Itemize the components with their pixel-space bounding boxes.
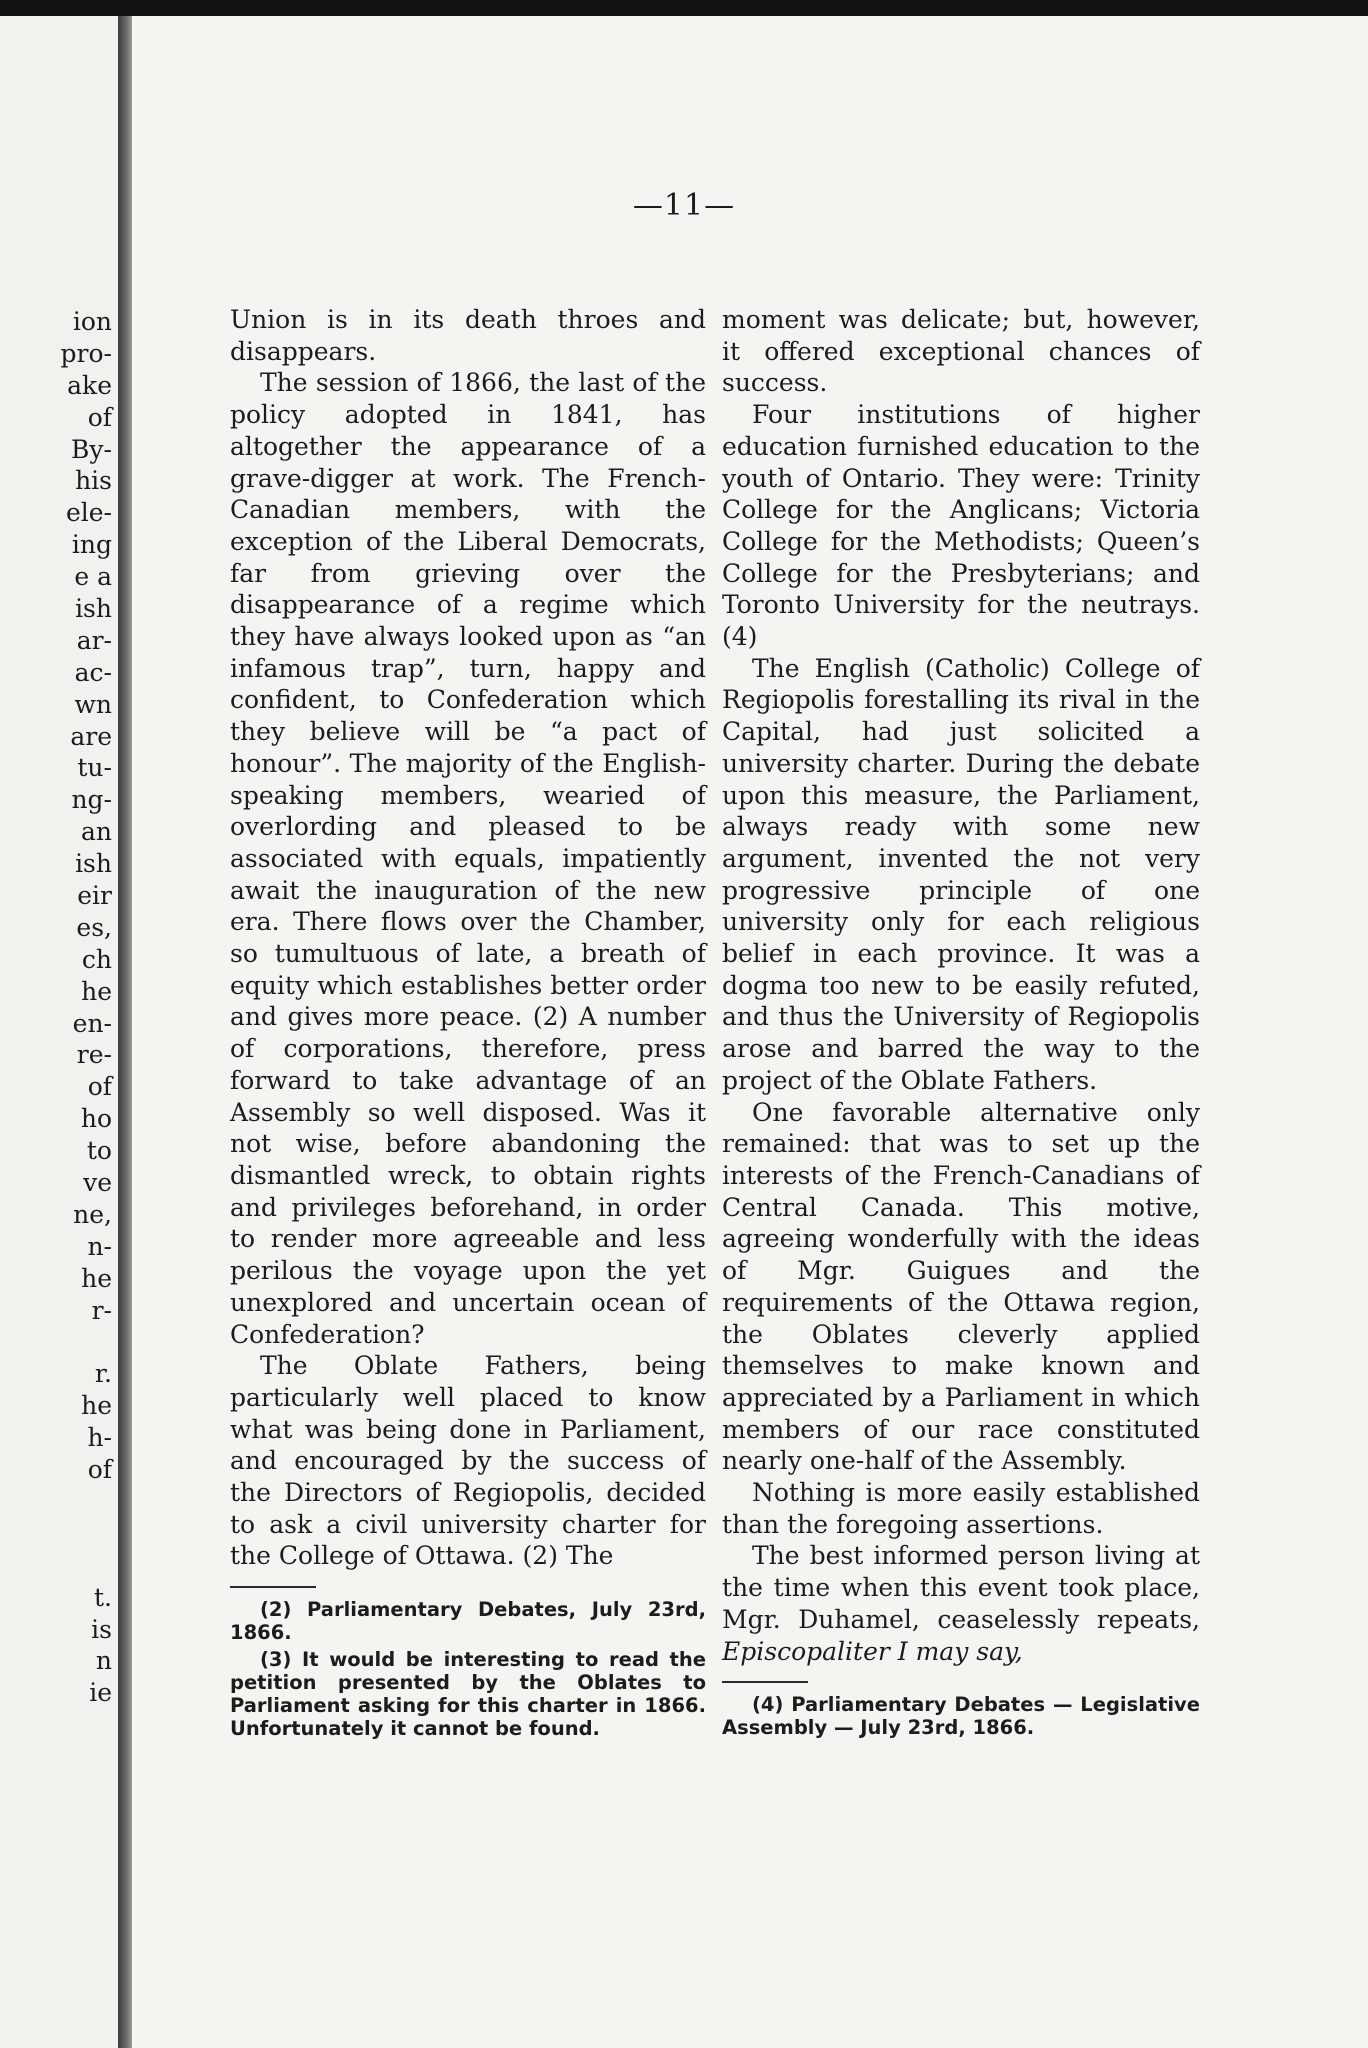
facing-page-fragment: n- bbox=[87, 1231, 112, 1261]
facing-page-fragment: of bbox=[87, 1072, 112, 1102]
facing-page-fragment: By- bbox=[71, 434, 112, 464]
paragraph: moment was delicate; but, however, it offered exceptional chances of success. bbox=[722, 305, 1200, 398]
facing-page-fragment: re- bbox=[76, 1040, 112, 1070]
facing-page-fragment: to bbox=[86, 1136, 112, 1166]
facing-page-fragment: of bbox=[87, 1455, 112, 1485]
footnote: (4) Parliamentary Debates — Legislative Assembly — July 23rd, 1866. bbox=[722, 1693, 1200, 1740]
facing-page-fragment bbox=[0, 1486, 118, 1518]
footnote: (2) Parliamentary Debates, July 23rd, 1866. bbox=[230, 1598, 706, 1645]
facing-page-fragment: ake bbox=[67, 370, 112, 400]
page-number: —11— bbox=[632, 188, 736, 223]
facing-page-fragment bbox=[0, 1550, 118, 1582]
facing-page-fragment bbox=[0, 1518, 118, 1550]
book-gutter bbox=[118, 16, 132, 2048]
paragraph: The English (Catholic) College of Regiopolis forestalling its rival in the Capital, had just solicited a university charter. During the debate upon this measure, the Parliament, always ready with some new argument, invented the not very progressive principle of one university only for each religious belief in each province. It was a dogma too new to be easily refuted, and thus the University of Regiopolis arose and barred the way to the project of the Oblate Fathers. bbox=[722, 653, 1200, 1095]
facing-page-fragment: ish bbox=[75, 849, 112, 879]
facing-page-fragment: ele- bbox=[65, 498, 112, 528]
facing-page-fragment: are bbox=[70, 721, 112, 751]
footnote-rule bbox=[722, 1681, 808, 1683]
facing-page-fragment: is bbox=[91, 1614, 112, 1644]
facing-page-fragment: he bbox=[81, 1391, 112, 1421]
facing-page-fragment: ch bbox=[81, 944, 112, 974]
facing-page-fragment: en- bbox=[72, 1008, 112, 1038]
paragraph bbox=[722, 1540, 1200, 1667]
facing-page-fragment: he bbox=[81, 976, 112, 1006]
facing-page-text-fragments bbox=[0, 306, 118, 1709]
facing-page-fragment: es, bbox=[76, 912, 112, 942]
facing-page-fragment: an bbox=[80, 817, 112, 847]
facing-page-fragment: he bbox=[81, 1263, 112, 1293]
paragraph: The session of 1866, the last of the policy adopted in 1841, has altogether the appearance of a grave-digger at work. The French-Canadian members, with the exception of the Liberal Democrats, far from grieving over the disappearance of a regime which they have always looked upon as “an infamous trap”, turn, happy and confident, to Confederation which they believe will be “a pact of honour”. The majority of the English-speaking members, wearied of overlording and pleased to be associated with equals, impatiently await the inauguration of the new era. There flows over the Chamber, so tumultuous of late, a breath of equity which establishes better order and gives more peace. (2) A number of corporations, therefore, press forward to take advantage of an Assembly so well disposed. Was it not wise, before abandoning the dismantled wreck, to obtain rights and privileges beforehand, in order to render more agreeable and less perilous the voyage upon the yet unexplored and uncertain ocean of Confederation? bbox=[230, 368, 706, 1349]
facing-page-fragment: ion bbox=[72, 307, 112, 336]
paragraph: The Oblate Fathers, being particularly well placed to know what was being done in Parliament, and encouraged by the success of the Directors of Regiopolis, decided to ask a civil university charter for the College of Ottawa. (2) The bbox=[230, 1351, 706, 1571]
facing-page-fragment: t. bbox=[94, 1582, 112, 1612]
facing-page-fragment: ne, bbox=[73, 1199, 112, 1229]
facing-page-fragment: n bbox=[95, 1646, 112, 1676]
facing-page-fragment: ho bbox=[80, 1104, 112, 1134]
facing-page-fragment: h- bbox=[87, 1423, 112, 1453]
right-column bbox=[722, 304, 1200, 1739]
facing-page-fragment: ac- bbox=[74, 657, 112, 687]
facing-page-fragment: r- bbox=[91, 1295, 112, 1325]
facing-page-fragment: ing bbox=[71, 530, 112, 560]
facing-page-fragment: his bbox=[75, 466, 112, 496]
facing-page-fragment bbox=[0, 1327, 118, 1359]
paragraph: Four institutions of higher education furnished education to the youth of Ontario. They were: Trinity College for the Anglicans; Victoria College for the Methodists; Queen’s College for the Presbyterians; and Toronto University for the neutrays. (4) bbox=[722, 400, 1200, 652]
facing-page-fragment: ie bbox=[89, 1678, 112, 1708]
facing-page-fragment: ve bbox=[83, 1168, 112, 1198]
facing-page-fragment: eir bbox=[77, 881, 112, 911]
facing-page-fragment: tu- bbox=[77, 753, 112, 783]
facing-page-fragment: ng- bbox=[71, 785, 112, 815]
footnote-rule bbox=[230, 1586, 316, 1588]
paragraph-text: The best informed person living at the time when this event took place, Mgr. Duhamel, ceaselessly repeats, bbox=[722, 1541, 1200, 1634]
facing-page-fragment: wn bbox=[74, 689, 112, 719]
left-column bbox=[230, 304, 706, 1740]
paragraph: Nothing is more easily established than the foregoing assertions. bbox=[722, 1478, 1200, 1539]
facing-page-fragment: r. bbox=[94, 1359, 112, 1389]
facing-page-fragment: of bbox=[87, 402, 112, 432]
facing-page-fragment: ar- bbox=[76, 625, 112, 655]
paragraph: Union is in its death throes and disappears. bbox=[230, 305, 706, 366]
scan-top-border bbox=[0, 0, 1368, 16]
italic-phrase: Episcopaliter I may say, bbox=[722, 1636, 1023, 1666]
facing-page-fragment: pro- bbox=[60, 338, 112, 368]
facing-page-fragment: e a bbox=[74, 562, 112, 592]
paragraph: One favorable alternative only remained: that was to set up the interests of the French-Canadians of Central Canada. This motive, agreeing wonderfully with the ideas of Mgr. Guigues and the requirements of the Ottawa region, the Oblates cleverly applied themselves to make known and appreciated by a Parliament in which members of our race constituted nearly one-half of the Assembly. bbox=[722, 1097, 1200, 1476]
facing-page-fragment: ish bbox=[75, 594, 112, 624]
footnote: (3) It would be interesting to read the petition presented by the Oblates to Parliament asking for this charter in 1866. Unfortunately it cannot be found. bbox=[230, 1648, 706, 1741]
facing-page-edge bbox=[0, 16, 118, 2048]
